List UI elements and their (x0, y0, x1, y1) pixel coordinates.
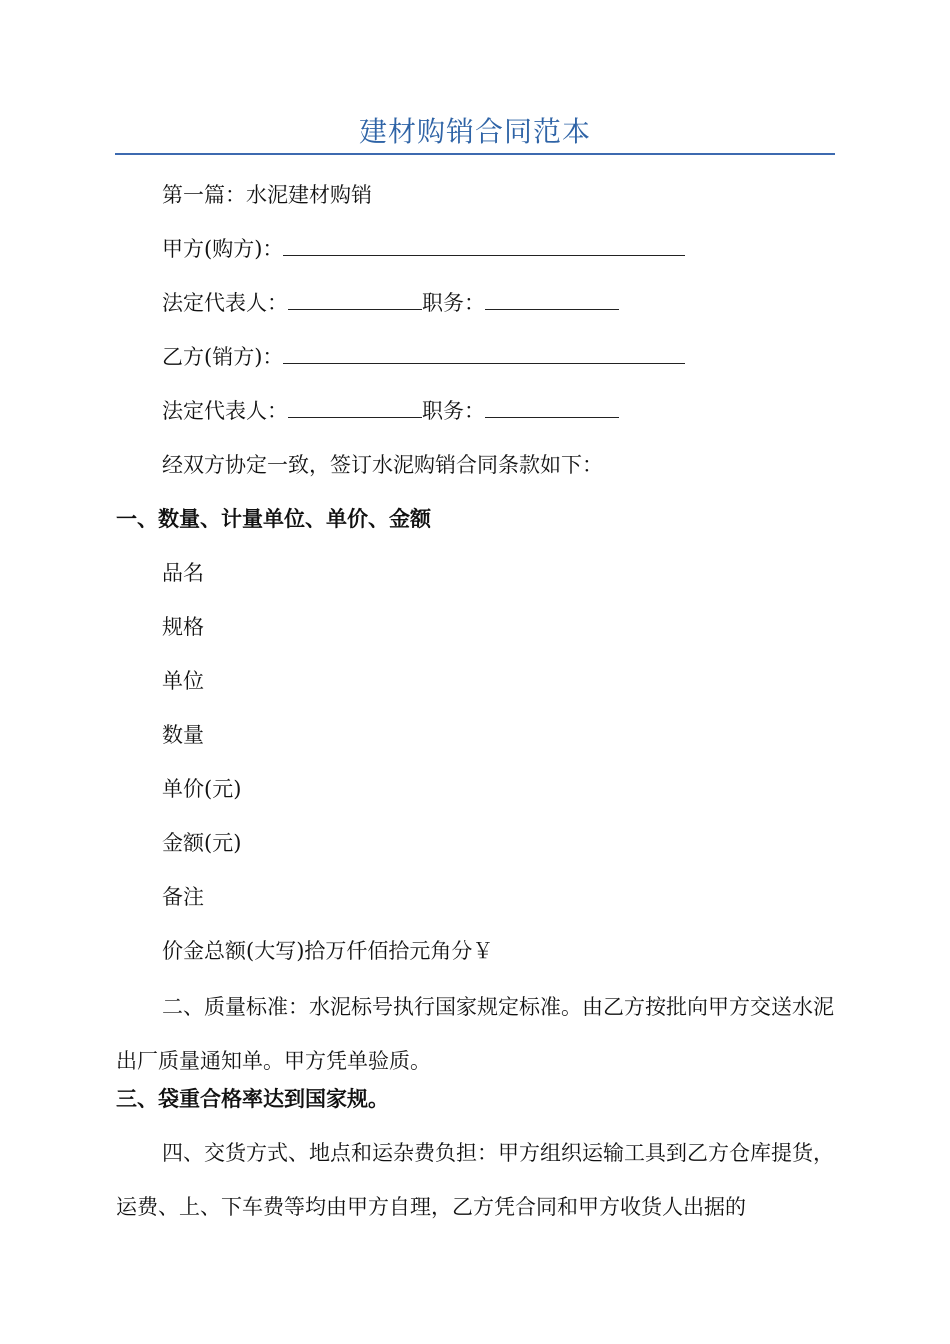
field-item: 单位 (162, 669, 204, 693)
field-item: 品名 (162, 561, 204, 585)
position-b-blank[interactable] (485, 397, 619, 418)
section1-heading: 一、数量、计量单位、单价、金额 (116, 506, 431, 531)
section3-heading: 三、袋重合格率达到国家规。 (116, 1086, 389, 1111)
party-a-row (162, 234, 685, 264)
rep-a-blank[interactable] (288, 289, 422, 310)
chapter-heading: 第一篇：水泥建材购销 (162, 183, 372, 207)
title-underline (115, 153, 835, 155)
section4-paragraph: 四、交货方式、地点和运杂费负担：甲方组织运输工具到乙方仓库提货，运费、上、下车费等均由甲方自理，乙方凭合同和甲方收货人出据的 (116, 1141, 834, 1219)
party-b-label: 乙方(销方)： (162, 345, 284, 369)
party-a-label: 甲方(购方)： (162, 237, 284, 261)
field-item: 单价(元) (162, 777, 242, 801)
rep-b-row (162, 396, 619, 426)
position-b-label: 职务： (422, 399, 485, 423)
total-amount-line: 价金总额(大写)拾万仟佰拾元角分￥ (162, 939, 494, 963)
rep-b-blank[interactable] (288, 397, 422, 418)
position-a-label: 职务： (422, 291, 485, 315)
agreement-text: 经双方协定一致，签订水泥购销合同条款如下： (162, 453, 603, 477)
section2-paragraph: 二、质量标准：水泥标号执行国家规定标准。由乙方按批向甲方交送水泥出厂质量通知单。甲方凭单验质。 (116, 995, 834, 1073)
rep-a-label: 法定代表人： (162, 291, 288, 315)
field-item: 金额(元) (162, 831, 242, 855)
field-item: 数量 (162, 723, 204, 747)
rep-a-row (162, 288, 619, 318)
position-a-blank[interactable] (485, 289, 619, 310)
party-b-row (162, 342, 685, 372)
field-item: 备注 (162, 885, 204, 909)
party-b-blank[interactable] (283, 343, 685, 364)
document-title: 建材购销合同范本 (358, 115, 591, 148)
party-a-blank[interactable] (283, 235, 685, 256)
rep-b-label: 法定代表人： (162, 399, 288, 423)
field-item: 规格 (162, 615, 204, 639)
